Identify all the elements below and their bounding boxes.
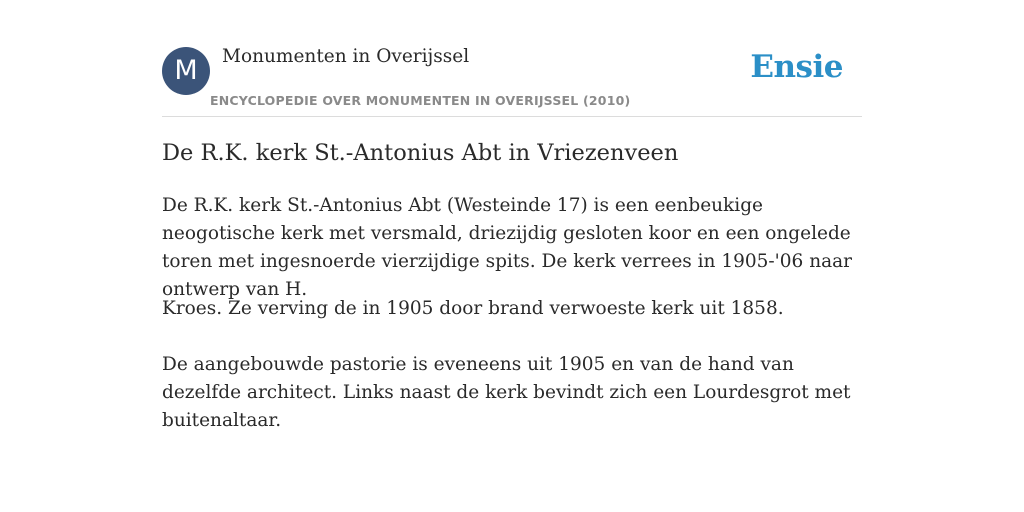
source-title-link[interactable]: Monumenten in Overijssel [222,46,470,67]
article-paragraph-1: De R.K. kerk St.-Antonius Abt (Westeinde 17) is een eenbeukige neogotische kerk met versmald, driezijdig gesloten koor en een ongelede toren met ingesnoerde vierzijdige spits. De kerk verrees in 1905-'06 naar ontwerp van H. [162,195,853,300]
article-title: De R.K. kerk St.-Antonius Abt in Vriezenveen [162,140,679,166]
ensie-logo[interactable]: Ensie [750,49,843,85]
article-paragraph-3: De aangebouwde pastorie is eveneens uit 1905 en van de hand van dezelfde architect. Links naast de kerk bevindt zich een Lourdesgrot met buitenaltaar. [162,354,851,431]
source-subtitle: ENCYCLOPEDIE OVER MONUMENTEN IN OVERIJSSEL (2010) [210,93,631,108]
source-header [162,46,862,117]
source-avatar[interactable]: M [162,47,210,95]
article-paragraph-2: Kroes. Ze verving de in 1905 door brand verwoeste kerk uit 1858. [162,298,784,319]
